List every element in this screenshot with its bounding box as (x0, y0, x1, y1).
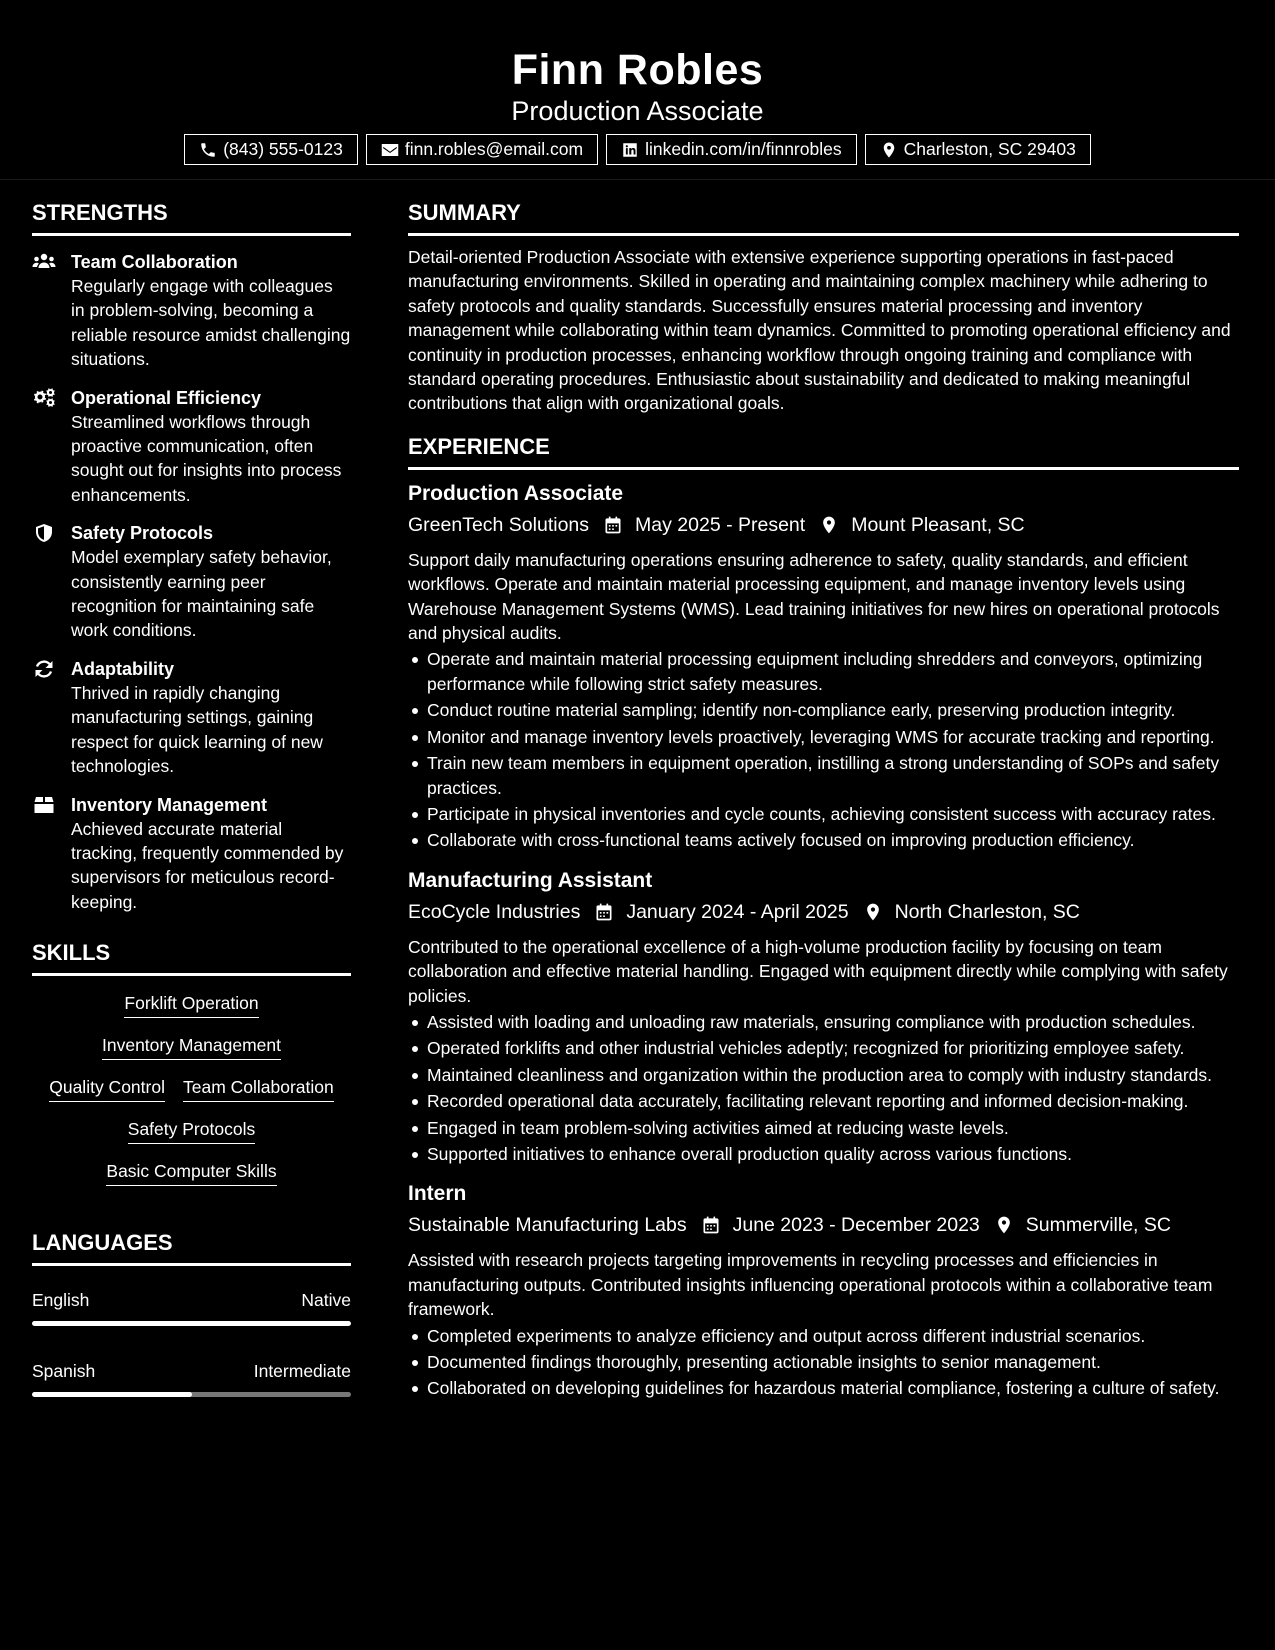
job-meta (408, 897, 1239, 927)
language-item (32, 1359, 351, 1397)
job-location: Mount Pleasant, SC (851, 513, 1025, 536)
strength-desc: Streamlined workflows through proactive communication, often sought out for insights into process enhancements. (71, 411, 342, 505)
job-bullet: Conduct routine material sampling; identify non-compliance early, preserving production integrity. (408, 698, 1239, 722)
strength-desc: Achieved accurate material tracking, frequently commended by supervisors for meticulous record-keeping. (71, 818, 344, 912)
contact-phone-text: (843) 555-0123 (223, 139, 343, 159)
candidate-title: Production Associate (511, 96, 764, 126)
job-bullets (408, 1324, 1239, 1401)
job-bullets (408, 647, 1239, 852)
phone-icon (199, 141, 217, 159)
job-location: Summerville, SC (1025, 1214, 1171, 1237)
resume-header (0, 0, 1275, 180)
language-proficiency-bar (32, 1321, 351, 1326)
job-bullet: Engaged in team problem-solving activities aimed at reducing waste levels. (408, 1116, 1239, 1140)
strength-desc: Model exemplary safety behavior, consistently earning peer recognition for maintaining safe work conditions. (71, 547, 332, 641)
job-dates: May 2025 - Present (635, 513, 806, 536)
job-bullet: Documented findings thoroughly, presenting actionable insights to senior management. (408, 1350, 1239, 1374)
contact-phone[interactable] (184, 134, 358, 165)
skill-tag: Forklift Operation (124, 990, 258, 1018)
skill-tag: Safety Protocols (128, 1116, 255, 1144)
contact-linkedin-text: linkedin.com/in/finnrobles (645, 139, 842, 159)
skills-list (32, 990, 351, 1186)
candidate-name: Finn Robles (511, 46, 764, 94)
contact-bar (0, 134, 1275, 165)
job-meta (408, 1210, 1239, 1240)
strength-item (32, 657, 351, 779)
job-bullet: Operate and maintain material processing equipment including shredders and conveyors, optimizing performance while following strict safety measures. (408, 647, 1239, 696)
language-level: Intermediate (253, 1361, 351, 1382)
strength-title: Adaptability (71, 658, 175, 679)
job-bullet: Assisted with loading and unloading raw materials, ensuring compliance with production schedules. (408, 1010, 1239, 1034)
job-dates: January 2024 - April 2025 (626, 900, 849, 923)
strength-item (32, 793, 351, 915)
summary-text: Detail-oriented Production Associate with extensive experience supporting operations in fast-paced manufacturing environments. Skilled in operating and maintaining complex machinery while adhering to safety protocols and quality standards. Successfully ensures material processing and inventory management while collaborating within team dynamics. Committed to promoting operational efficiency and continuity in production processes, enhancing workflow through ongoing training and compliance with standard operating procedures. Enthusiastic about sustainability and dedicated to making meaningful contributions that align with organizational goals. (408, 247, 1231, 414)
language-proficiency-fill (32, 1392, 192, 1397)
contact-email-text: finn.robles@email.com (404, 139, 584, 159)
box-icon (32, 795, 56, 815)
strength-title: Safety Protocols (71, 523, 214, 544)
job-bullet: Completed experiments to analyze efficiency and output across different industrial scenarios. (408, 1324, 1239, 1348)
strength-item (32, 250, 351, 372)
job-bullet: Recorded operational data accurately, facilitating relevant reporting and informed decision-making. (408, 1089, 1239, 1113)
strength-item (32, 386, 351, 508)
job-title: Production Associate (408, 481, 624, 505)
map-marker-icon (863, 902, 883, 922)
language-item (32, 1288, 351, 1326)
job-bullet: Monitor and manage inventory levels proactively, leveraging WMS for accurate tracking and reporting. (408, 725, 1239, 749)
languages-title: LANGUAGES (32, 1226, 351, 1266)
calendar-icon (603, 515, 623, 535)
job-bullet: Collaborate with cross-functional teams actively focused on improving production efficiency. (408, 828, 1239, 852)
job-bullet: Supported initiatives to enhance overall production quality across various functions. (408, 1142, 1239, 1166)
job-description: Assisted with research projects targeting improvements in recycling processes and efficiencies in manufacturing outputs. Contributed insights influencing operational protocols within a collaborative team framework. (408, 1250, 1213, 1320)
job-bullet: Operated forklifts and other industrial vehicles adeptly; recognized for prioritizing employee safety. (408, 1036, 1239, 1060)
gears-icon (32, 388, 56, 408)
job-company: EcoCycle Industries (408, 900, 581, 923)
job-bullet: Maintained cleanliness and organization within the production area to comply with industry standards. (408, 1063, 1239, 1087)
job-description: Contributed to the operational excellence of a high-volume production facility by focusing on team collaboration and effective material handling. Engaged with equipment directly while complying with safety policies. (408, 936, 1228, 1006)
job-title: Intern (408, 1182, 467, 1206)
shield-icon (32, 523, 56, 543)
skill-tag: Quality Control (49, 1074, 165, 1102)
refresh-icon (32, 659, 56, 679)
map-marker-icon (994, 1215, 1014, 1235)
language-proficiency-fill (32, 1321, 351, 1326)
job-entry (408, 1180, 1239, 1400)
contact-linkedin[interactable] (606, 134, 857, 165)
contact-location (865, 134, 1091, 165)
strength-item (32, 521, 351, 643)
right-column (408, 196, 1239, 1403)
skills-title: SKILLS (32, 936, 351, 976)
job-entry (408, 480, 1239, 853)
calendar-icon (701, 1215, 721, 1235)
job-title: Manufacturing Assistant (408, 868, 653, 892)
language-name: English (32, 1290, 90, 1311)
strengths-title: STRENGTHS (32, 196, 351, 236)
job-location: North Charleston, SC (894, 900, 1080, 923)
language-level: Native (301, 1290, 351, 1311)
strength-title: Operational Efficiency (71, 387, 262, 408)
job-description: Support daily manufacturing operations ensuring adherence to safety, quality standards, and efficient workflows. Operate and maintain material processing equipment, and manage inventory levels using Warehouse Management Systems (WMS). Lead training initiatives for new hires on operational protocols and physical audits. (408, 549, 1220, 644)
language-name: Spanish (32, 1361, 96, 1382)
strength-title: Team Collaboration (71, 252, 238, 272)
job-meta (408, 510, 1239, 540)
contact-location-text: Charleston, SC 29403 (903, 139, 1076, 159)
skill-tag: Team Collaboration (183, 1074, 334, 1102)
strength-desc: Regularly engage with colleagues in problem-solving, becoming a reliable resource amidst challenging situations. (71, 276, 351, 370)
job-company: GreenTech Solutions (408, 513, 590, 536)
job-bullet: Collaborated on developing guidelines for hazardous material compliance, fostering a culture of safety. (408, 1376, 1239, 1400)
skill-tag: Inventory Management (102, 1032, 281, 1060)
map-marker-icon (819, 515, 839, 535)
job-bullets (408, 1010, 1239, 1166)
job-company: Sustainable Manufacturing Labs (408, 1214, 687, 1237)
map-marker-icon (880, 141, 898, 159)
envelope-icon (381, 141, 399, 159)
contact-email[interactable] (366, 134, 598, 165)
job-entry (408, 867, 1239, 1167)
users-icon (32, 252, 56, 272)
strength-title: Inventory Management (71, 794, 268, 815)
job-bullet: Participate in physical inventories and cycle counts, achieving consistent success with accuracy rates. (408, 802, 1239, 826)
left-column (32, 196, 351, 1397)
strength-desc: Thrived in rapidly changing manufacturing settings, gaining respect for quick learning of new technologies. (71, 682, 323, 777)
job-bullet: Train new team members in equipment operation, instilling a strong understanding of SOPs and safety practices. (408, 751, 1239, 800)
linkedin-icon (621, 141, 639, 159)
job-dates: June 2023 - December 2023 (732, 1214, 980, 1237)
summary-title: SUMMARY (408, 196, 1239, 236)
experience-title: EXPERIENCE (408, 430, 1239, 470)
calendar-icon (594, 902, 614, 922)
language-proficiency-bar (32, 1392, 351, 1397)
skill-tag: Basic Computer Skills (106, 1158, 276, 1186)
